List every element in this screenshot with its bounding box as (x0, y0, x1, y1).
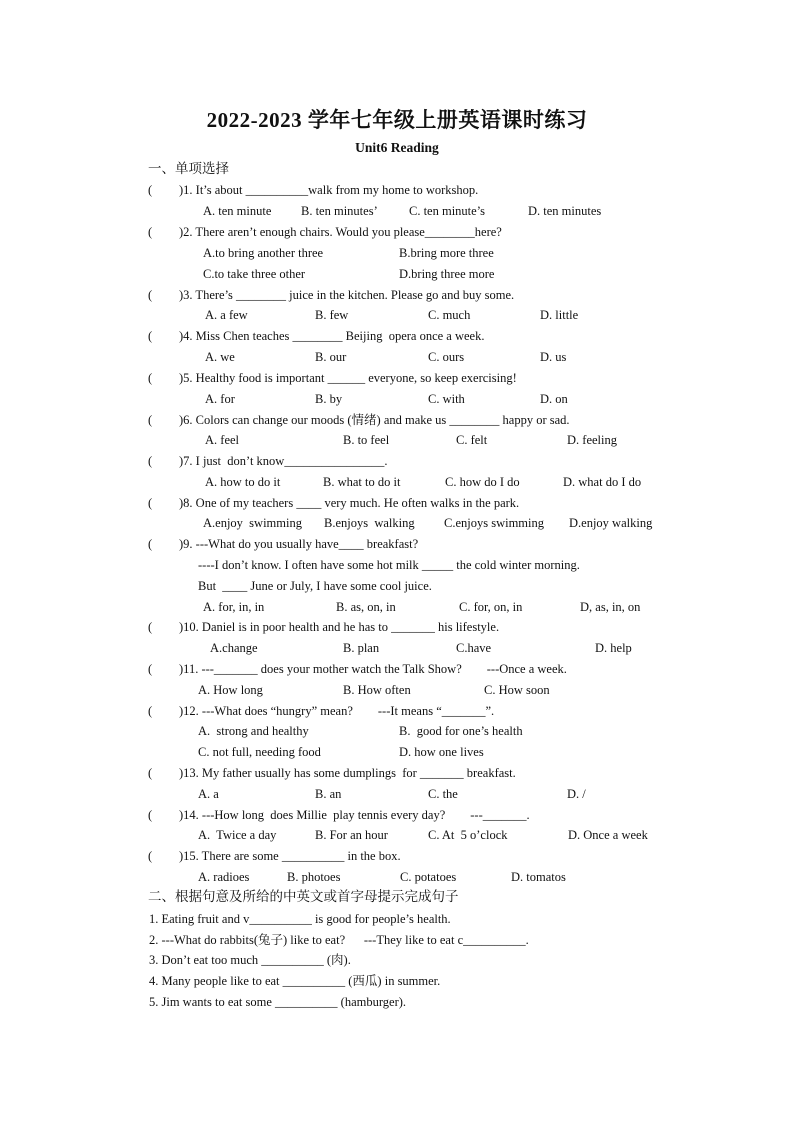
q10-option-a: A.change (210, 641, 258, 655)
q6-option-b: B. to feel (343, 433, 390, 447)
question-5: ( )5. Healthy food is important ______ everyone, so keep exercising! (148, 371, 517, 385)
q6-option-c: C. felt (456, 433, 488, 447)
q9-option-a: A. for, in, in (203, 600, 265, 614)
question-15: ( )15. There are some __________ in the box. (148, 849, 401, 863)
q8-option-c: C.enjoys swimming (444, 516, 545, 530)
q2-option-a: A.to bring another three (203, 246, 324, 260)
fill-item-2: 2. ---What do rabbits(兔子) like to eat? ---They like to eat c__________. (149, 933, 529, 947)
q14-option-a: A. Twice a day (198, 828, 277, 842)
q13-option-b: B. an (315, 787, 342, 801)
q9-reply-line: ----I don’t know. I often have some hot milk _____ the cold winter morning. (198, 558, 580, 572)
question-7: ( )7. I just don’t know________________. (148, 454, 388, 468)
q14-option-c: C. At 5 o’clock (428, 828, 508, 842)
q5-option-b: B. by (315, 392, 343, 406)
q9-option-d: D, as, in, on (580, 600, 641, 614)
q6-option-a: A. feel (205, 433, 240, 447)
q7-option-c: C. how do I do (445, 475, 520, 489)
q1-option-c: C. ten minute’s (409, 204, 486, 218)
q15-option-d: D. tomatos (511, 870, 566, 884)
q14-option-b: B. For an hour (315, 828, 388, 842)
q8-option-b: B.enjoys walking (324, 516, 415, 530)
question-12: ( )12. ---What does “hungry” mean? ---It means “_______”. (148, 704, 495, 718)
question-10: ( )10. Daniel is in poor health and he has to _______ his lifestyle. (148, 620, 500, 634)
page-title: 2022-2023 学年七年级上册英语课时练习 (206, 108, 588, 132)
q4-option-c: C. ours (428, 350, 465, 364)
question-14: ( )14. ---How long does Millie play tennis every day? ---_______. (148, 808, 530, 822)
q10-option-c: C.have (456, 641, 492, 655)
q12-option-d: D. how one lives (399, 745, 484, 759)
q3-option-b: B. few (315, 308, 349, 322)
q5-option-c: C. with (428, 392, 465, 406)
q2-option-c: C.to take three other (203, 267, 306, 281)
q11-option-b: B. How often (343, 683, 411, 697)
question-8: ( )8. One of my teachers ____ very much. He often walks in the park. (148, 496, 520, 510)
q2-option-d: D.bring three more (399, 267, 495, 281)
section1-heading: 一、单项选择 (148, 161, 229, 176)
question-9: ( )9. ---What do you usually have____ breakfast? (148, 537, 419, 551)
q2-option-b: B.bring more three (399, 246, 494, 260)
q12-option-a: A. strong and healthy (198, 724, 309, 738)
q9-option-b: B. as, on, in (336, 600, 396, 614)
q7-option-b: B. what to do it (323, 475, 401, 489)
q13-option-a: A. a (198, 787, 219, 801)
q7-option-d: D. what do I do (563, 475, 642, 489)
question-2: ( )2. There aren’t enough chairs. Would you please________here? (148, 225, 502, 239)
question-6: ( )6. Colors can change our moods (情绪) and make us ________ happy or sad. (148, 413, 570, 427)
q3-option-a: A. a few (205, 308, 248, 322)
q10-option-d: D. help (595, 641, 632, 655)
question-4: ( )4. Miss Chen teaches ________ Beijing opera once a week. (148, 329, 485, 343)
q9-option-c: C. for, on, in (459, 600, 523, 614)
q1-option-a: A. ten minute (203, 204, 272, 218)
question-11: ( )11. ---_______ does your mother watch the Talk Show? ---Once a week. (148, 662, 567, 676)
q13-option-c: C. the (428, 787, 458, 801)
q7-option-a: A. how to do it (205, 475, 281, 489)
q4-option-d: D. us (540, 350, 567, 364)
q3-option-d: D. little (540, 308, 579, 322)
q4-option-b: B. our (315, 350, 347, 364)
page-subtitle: Unit6 Reading (355, 140, 439, 155)
question-1: ( )1. It’s about __________walk from my home to workshop. (148, 183, 479, 197)
q1-option-d: D. ten minutes (528, 204, 602, 218)
question-3: ( )3. There’s ________ juice in the kitchen. Please go and buy some. (148, 288, 515, 302)
q13-option-d: D. / (567, 787, 586, 801)
q3-option-c: C. much (428, 308, 471, 322)
q12-option-c: C. not full, needing food (198, 745, 321, 759)
fill-item-3: 3. Don’t eat too much __________ (肉). (149, 953, 351, 967)
q4-option-a: A. we (205, 350, 235, 364)
q9-reply-line: But ____ June or July, I have some cool juice. (198, 579, 432, 593)
q12-option-b: B. good for one’s health (399, 724, 523, 738)
q15-option-c: C. potatoes (400, 870, 457, 884)
q14-option-d: D. Once a week (568, 828, 648, 842)
q5-option-d: D. on (540, 392, 568, 406)
q15-option-a: A. radioes (198, 870, 250, 884)
q11-option-a: A. How long (198, 683, 263, 697)
fill-item-1: 1. Eating fruit and v__________ is good for people’s health. (149, 912, 451, 926)
fill-item-4: 4. Many people like to eat __________ (西瓜) in summer. (149, 974, 441, 988)
q11-option-c: C. How soon (484, 683, 550, 697)
q15-option-b: B. photoes (287, 870, 341, 884)
q5-option-a: A. for (205, 392, 235, 406)
q1-option-b: B. ten minutes’ (301, 204, 378, 218)
q6-option-d: D. feeling (567, 433, 617, 447)
fill-item-5: 5. Jim wants to eat some __________ (hamburger). (149, 995, 407, 1009)
q10-option-b: B. plan (343, 641, 380, 655)
question-13: ( )13. My father usually has some dumplings for _______ breakfast. (148, 766, 516, 780)
q8-option-a: A.enjoy swimming (203, 516, 302, 530)
q8-option-d: D.enjoy walking (569, 516, 653, 530)
section2-heading: 二、根据句意及所给的中英文或首字母提示完成句子 (148, 889, 459, 904)
